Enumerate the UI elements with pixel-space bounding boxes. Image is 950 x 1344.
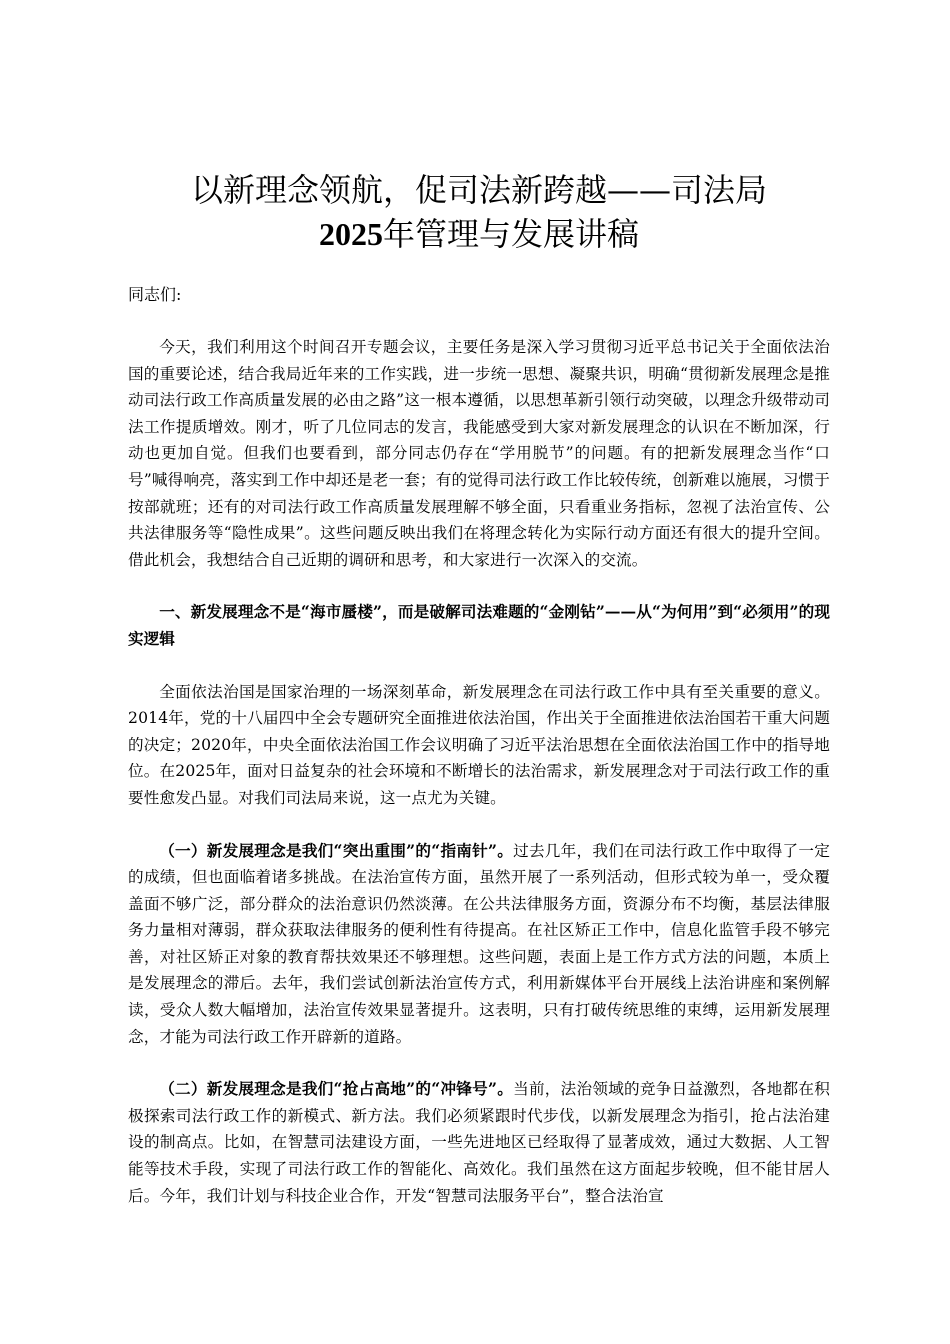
document-page (128, 168, 830, 1209)
paragraph-context: 全面依法治国是国家治理的一场深刻革命，新发展理念在司法行政工作中具有至关重要的意义。2014年，党的十八届四中全会专题研究全面推进依法治国，作出关于全面推进依法治国若干重大问题的决定；2020年，中央全面依法治国工作会议明确了习近平法治思想在全面依法治国工作中的指导地位。在2025年，面对日益复杂的社会环境和不断增长的法治需求，新发展理念对于司法行政工作的重要性愈发凸显。对我们司法局来说，这一点尤为关键。 (128, 682, 830, 807)
subsection-2-text: 当前，法治领域的竞争日益激烈，各地都在积极探索司法行政工作的新模式、新方法。我们必须紧跟时代步伐，以新发展理念为指引，抢占法治建设的制高点。比如，在智慧司法建设方面，一些先进地区已经取得了显著成效，通过大数据、人工智能等技术手段，实现了司法行政工作的智能化、高效化。我们虽然在这方面起步较晚，但不能甘居人后。今年，我们计划与科技企业合作，开发“智慧司法服务平台”，整合法治宣 (128, 1080, 830, 1205)
salutation: 同志们: (128, 285, 182, 304)
subsection-2-lead: （二）新发展理念是我们“抢占高地”的“冲锋号”。 (159, 1079, 514, 1099)
section-heading-1: 一、新发展理念不是“海市蜃楼”，而是破解司法难题的“金刚钻”——从“为何用”到“必须用”的现实逻辑 (128, 602, 830, 648)
paragraph-subsection-1 (128, 838, 830, 1051)
subsection-1-lead: （一）新发展理念是我们“突出重围”的“指南针”。 (159, 840, 514, 860)
subsection-1-text: 过去几年，我们在司法行政工作中取得了一定的成绩，但也面临着诸多挑战。在法治宣传方面，虽然开展了一系列活动，但形式较为单一，受众覆盖面不够广泛，部分群众的法治意识仍然淡薄。在公共法律服务方面，资源分布不均衡，基层法律服务力量相对薄弱，群众获取法律服务的便利性有待提高。在社区矫正工作中，信息化监管手段不够完善，对社区矫正对象的教育帮扶效果还不够理想。这些问题，表面上是工作方式方法的问题，本质上是发展理念的滞后。去年，我们尝试创新法治宣传方式，利用新媒体平台开展线上法治讲座和案例解读，受众人数大幅增加，法治宣传效果显著提升。这表明，只有打破传统思维的束缚，运用新发展理念，才能为司法行政工作开辟新的道路。 (128, 841, 830, 1046)
title-line-1: 以新理念领航，促司法新跨越——司法局 (190, 171, 767, 209)
document-title (128, 168, 830, 256)
paragraph-intro: 今天，我们利用这个时间召开专题会议，主要任务是深入学习贯彻习近平总书记关于全面依法治国的重要论述，结合我局近年来的工作实践，进一步统一思想、凝聚共识，明确“贯彻新发展理念是推动司法行政工作高质量发展的必由之路”这一根本遵循，以思想革新引领行动突破，以理念升级带动司法工作提质增效。刚才，听了几位同志的发言，我能感受到大家对新发展理念的认识在不断加深，行动也更加自觉。但我们也要看到，部分同志仍存在“学用脱节”的问题。有的把新发展理念当作“口号”喊得响亮，落实到工作中却还是老一套；有的觉得司法行政工作比较传统，创新难以施展，习惯于按部就班；还有的对司法行政工作高质量发展理解不够全面，只看重业务指标，忽视了法治宣传、公共法律服务等“隐性成果”。这些问题反映出我们在将理念转化为实际行动方面还有很大的提升空间。借此机会，我想结合自己近期的调研和思考，和大家进行一次深入的交流。 (128, 338, 830, 569)
title-year: 2025 (318, 216, 383, 252)
paragraph-subsection-2 (128, 1076, 830, 1209)
title-line-2: 年管理与发展讲稿 (382, 215, 639, 253)
